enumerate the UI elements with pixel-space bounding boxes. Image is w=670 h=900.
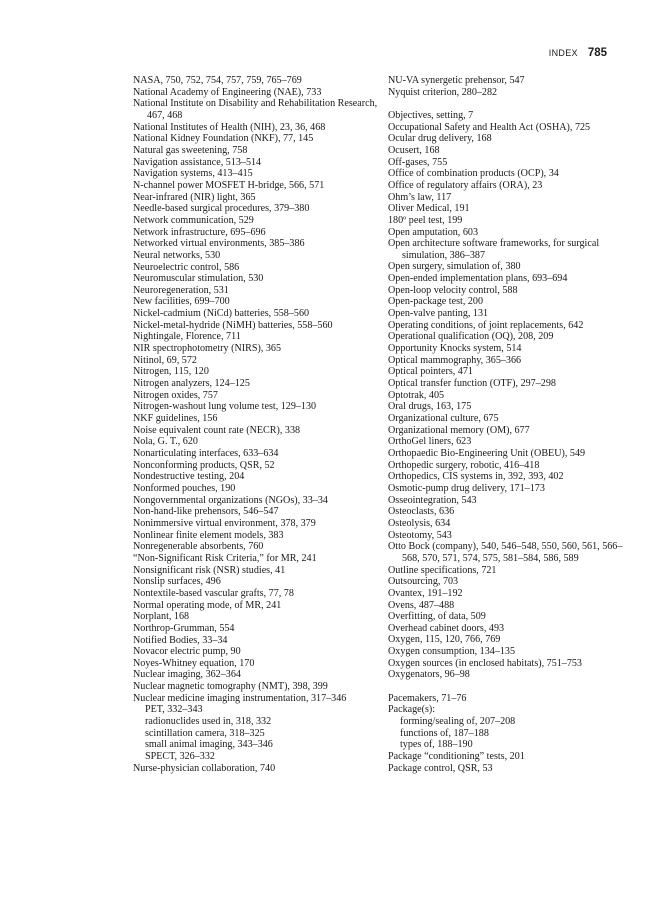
index-entry: Optical transfer function (OTF), 297–298 <box>388 378 556 390</box>
index-entry: Open amputation, 603 <box>388 226 478 238</box>
index-subentry: forming/sealing of, 207–208 <box>400 716 516 728</box>
index-entry: Northrop-Grumman, 554 <box>133 622 235 634</box>
index-entry: Oxygen consumption, 134–135 <box>388 646 516 658</box>
index-entry: Office of regulatory affairs (ORA), 23 <box>388 179 543 191</box>
index-entry: Osteolysis, 634 <box>388 517 451 529</box>
index-entry: Nuclear medicine imaging instrumentation, 317–346 <box>133 692 347 704</box>
index-entry: Nickel-metal-hydride (NiMH) batteries, 558–560 <box>133 319 333 331</box>
index-entry: Nuclear imaging, 362–364 <box>133 669 241 681</box>
index-entry: Network communication, 529 <box>133 214 254 226</box>
index-subentry: scintillation camera, 318–325 <box>145 727 265 739</box>
index-entry: Orthopedic surgery, robotic, 416–418 <box>388 459 540 471</box>
section-gap <box>388 98 633 110</box>
index-entry: Oral drugs, 163, 175 <box>388 401 472 413</box>
index-entry: Oliver Medical, 191 <box>388 203 470 215</box>
index-entry: National Institutes of Health (NIH), 23, 36, 468 <box>133 121 326 133</box>
index-entry: Package(s): <box>388 704 436 716</box>
index-entry: Nickel-cadmium (NiCd) batteries, 558–560 <box>133 308 310 320</box>
index-entry: Nyquist criterion, 280–282 <box>388 86 498 98</box>
index-entry: Ocusert, 168 <box>388 144 440 156</box>
index-entry: Nitrogen, 115, 120 <box>133 366 209 378</box>
index-entry: Nonarticulating interfaces, 633–634 <box>133 448 279 459</box>
index-entry: Open surgery, simulation of, 380 <box>388 261 521 273</box>
index-entry: Nitrogen analyzers, 124–125 <box>133 378 250 390</box>
index-entry: Neuroelectric control, 586 <box>133 261 240 273</box>
index-entry: Opportunity Knocks system, 514 <box>388 343 522 355</box>
index-entry: Operational qualification (OQ), 208, 209 <box>388 331 554 343</box>
index-entry: Off-gases, 755 <box>388 156 448 168</box>
page-number: 785 <box>587 47 607 59</box>
index-entry: Overfitting, of data, 509 <box>388 611 486 623</box>
index-entry: Nonsignificant risk (NSR) studies, 41 <box>133 564 286 576</box>
index-entry: Osteoclasts, 636 <box>388 506 455 518</box>
index-entry: Nitinol, 69, 572 <box>133 354 197 366</box>
index-entry: 180º peel test, 199 <box>388 214 463 226</box>
index-entry: Nonimmersive virtual environment, 378, 379 <box>133 517 316 529</box>
index-entry: Near-infrared (NIR) light, 365 <box>133 191 256 203</box>
index-entry: National Kidney Foundation (NKF), 77, 145 <box>133 133 314 145</box>
index-entry: Nightingale, Florence, 711 <box>133 331 241 343</box>
index-entry: Normal operating mode, of MR, 241 <box>133 599 282 611</box>
index-subentry: SPECT, 326–332 <box>145 751 215 763</box>
index-entry: Neuroregeneration, 531 <box>133 284 229 296</box>
index-subentry: PET, 332–343 <box>145 704 203 716</box>
index-entry: Osseointegration, 543 <box>388 494 477 506</box>
index-entry: NASA, 750, 752, 754, 757, 759, 765–769 <box>133 75 302 86</box>
index-entry: Notified Bodies, 33–34 <box>133 634 228 646</box>
index-entry: Optical pointers, 471 <box>388 366 473 378</box>
index-entry: Open-valve panting, 131 <box>388 308 489 320</box>
index-entry: Nonlinear finite element models, 383 <box>133 529 284 541</box>
index-entry: Nurse-physician collaboration, 740 <box>133 762 276 774</box>
running-title: INDEX <box>548 48 578 58</box>
index-entry: Norplant, 168 <box>133 611 190 623</box>
index-entry: Nonformed pouches, 190 <box>133 482 236 494</box>
index-entry: Nontextile-based vascular grafts, 77, 78 <box>133 587 294 599</box>
index-column-left <box>133 75 378 774</box>
index-entry: Novacor electric pump, 90 <box>133 646 241 658</box>
index-entry: Osmotic-pump drug delivery, 171–173 <box>388 482 545 494</box>
index-entry: Oxygen sources (in enclosed habitats), 751–753 <box>388 657 582 669</box>
index-entry: New facilities, 699–700 <box>133 296 230 308</box>
index-entry: Open-ended implementation plans, 693–694 <box>388 273 568 285</box>
index-entry: Occupational Safety and Health Act (OSHA), 725 <box>388 121 591 133</box>
index-entry: Nonslip surfaces, 496 <box>133 576 221 588</box>
index-entry: Orthopedics, CIS systems in, 392, 393, 402 <box>388 471 564 483</box>
index-entry: Objectives, setting, 7 <box>388 109 474 121</box>
index-entry: Optotrak, 405 <box>388 389 445 401</box>
index-entry: National Academy of Engineering (NAE), 733 <box>133 86 322 98</box>
section-gap <box>388 681 633 693</box>
index-entry: NU-VA synergetic prehensor, 547 <box>388 75 525 86</box>
index-column-right <box>388 75 633 774</box>
index-entry: Ohm’s law, 117 <box>388 191 452 203</box>
index-entry: Network infrastructure, 695–696 <box>133 226 266 238</box>
index-entry: Needle-based surgical procedures, 379–380 <box>133 203 310 215</box>
index-entry: Nuclear magnetic tomography (NMT), 398, 399 <box>133 681 328 693</box>
index-subentry: functions of, 187–188 <box>400 727 489 739</box>
index-entry: Organizational culture, 675 <box>388 413 499 425</box>
index-entry: Nondestructive testing, 204 <box>133 471 245 483</box>
index-entry: Ovens, 487–488 <box>388 599 455 611</box>
index-entry: Package “conditioning” tests, 201 <box>388 751 525 763</box>
index-entry: Nola, G. T., 620 <box>133 436 198 448</box>
index-entry: Operating conditions, of joint replacements, 642 <box>388 319 584 331</box>
index-subentry: small animal imaging, 343–346 <box>145 739 273 751</box>
index-entry: Ovantex, 191–192 <box>388 587 463 599</box>
index-subentry: radionuclides used in, 318, 332 <box>145 716 272 728</box>
index-entry: Nitrogen-washout lung volume test, 129–130 <box>133 401 317 413</box>
index-entry: Open-loop velocity control, 588 <box>388 284 518 296</box>
index-entry: Otto Bock (company), 540, 546–548, 550, 560, 561, 566–568, 570, 571, 574, 575, 581–584, 586, 589 <box>388 541 623 564</box>
index-entry: Oxygen, 115, 120, 766, 769 <box>388 634 501 646</box>
index-entry: Outsourcing, 703 <box>388 576 459 588</box>
index-entry: Neural networks, 530 <box>133 249 221 261</box>
index-entry: Open-package test, 200 <box>388 296 484 308</box>
index-entry: Neuromuscular stimulation, 530 <box>133 273 264 285</box>
index-entry: Navigation systems, 413–415 <box>133 168 253 180</box>
index-entry: Networked virtual environments, 385–386 <box>133 238 305 250</box>
index-entry: Oxygenators, 96–98 <box>388 669 470 681</box>
running-header <box>549 47 607 59</box>
index-entry: Outline specifications, 721 <box>388 564 497 576</box>
index-entry: “Non-Significant Risk Criteria,” for MR, 241 <box>133 552 317 564</box>
index-entry: N-channel power MOSFET H-bridge, 566, 571 <box>133 179 325 191</box>
index-entry: Organizational memory (OM), 677 <box>388 424 530 436</box>
index-entry: Osteotomy, 543 <box>388 529 452 541</box>
index-entry: Non-hand-like prehensors, 546–547 <box>133 506 279 518</box>
index-entry: Nonconforming products, QSR, 52 <box>133 459 275 471</box>
index-entry: Natural gas sweetening, 758 <box>133 144 248 156</box>
index-entry: Navigation assistance, 513–514 <box>133 156 262 168</box>
index-entry: Nonregenerable absorbents, 760 <box>133 541 264 553</box>
index-entry: Noise equivalent count rate (NECR), 338 <box>133 424 301 436</box>
index-entry: OrthoGel liners, 623 <box>388 436 472 448</box>
index-entry: Pacemakers, 71–76 <box>388 692 467 704</box>
index-entry: NKF guidelines, 156 <box>133 413 218 425</box>
index-entry: Noyes-Whitney equation, 170 <box>133 657 255 669</box>
index-entry: Nitrogen oxides, 757 <box>133 389 218 401</box>
index-entry: Ocular drug delivery, 168 <box>388 133 492 145</box>
index-entry: Open architecture software frameworks, for surgical simulation, 386–387 <box>388 238 600 261</box>
index-entry: Package control, QSR, 53 <box>388 762 493 774</box>
index-entry: Nongovernmental organizations (NGOs), 33–34 <box>133 494 328 506</box>
index-entry: Office of combination products (OCP), 34 <box>388 168 559 180</box>
index-entry: Orthopaedic Bio-Engineering Unit (OBEU), 549 <box>388 447 586 459</box>
index-entry: National Institute on Disability and Rehabilitation Research, 467, 468 <box>133 98 378 121</box>
index-entry: NIR spectrophotometry (NIRS), 365 <box>133 343 282 355</box>
index-entry: Optical mammography, 365–366 <box>388 354 522 366</box>
index-subentry: types of, 188–190 <box>400 739 473 751</box>
index-entry: Overhead cabinet doors, 493 <box>388 622 505 634</box>
